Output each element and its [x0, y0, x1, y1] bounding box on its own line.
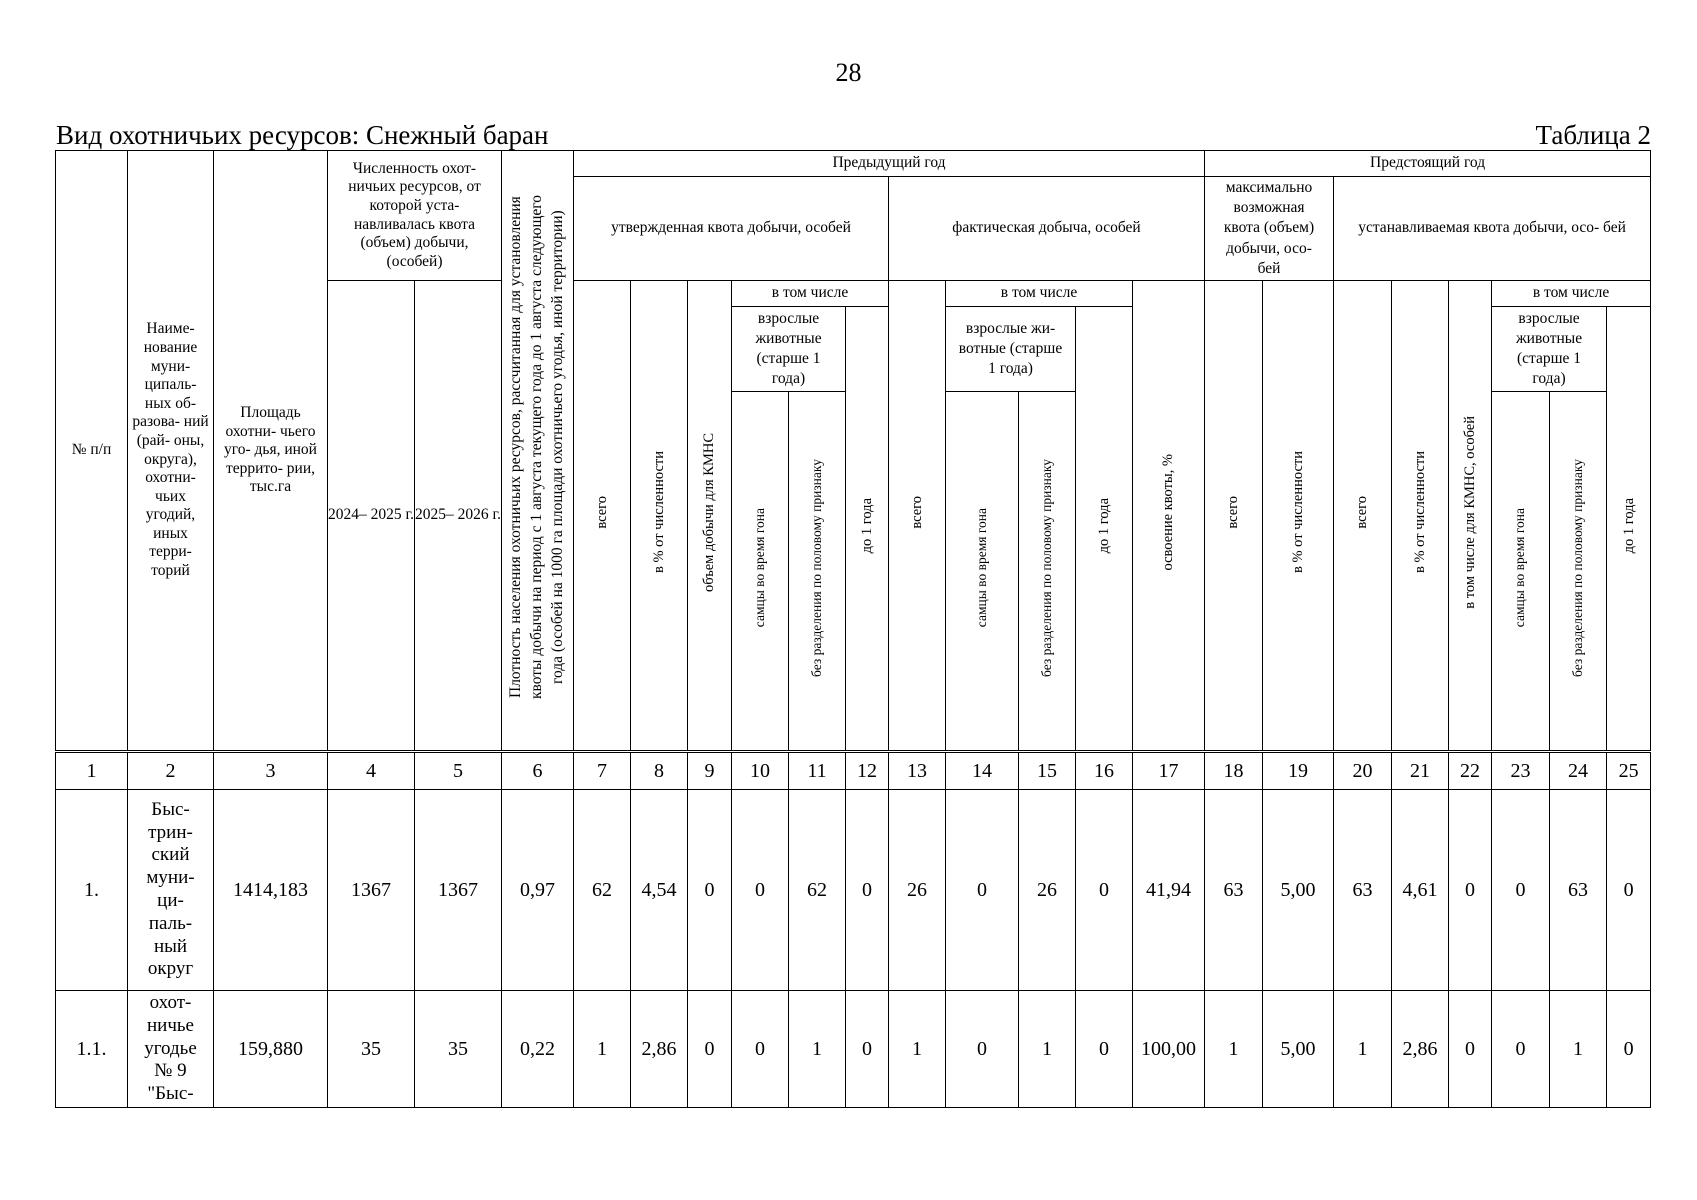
title-row: [56, 120, 1651, 150]
header-next-year: Предстоящий год: [1205, 151, 1651, 177]
header-under1-set: [1607, 307, 1651, 752]
cell-set-kmns: 0: [1449, 991, 1492, 1108]
header-kmns-set: [1449, 281, 1492, 752]
header-adults-2: взрослые жи- вотные (старше 1 года): [946, 307, 1076, 392]
column-number: 11: [789, 752, 846, 790]
cell-density: 0,97: [502, 790, 574, 991]
pct-max-text: в % от численности: [1289, 451, 1306, 574]
header-under1-actual: [1076, 307, 1133, 752]
header-males-actual: [946, 392, 1019, 752]
cell-number: 1.: [56, 790, 128, 991]
total-max-text: всего: [1225, 496, 1242, 529]
density-line-1: Плотность населения охотничьих ресурсов, рассчитанная для установления: [507, 196, 525, 699]
column-number: 12: [846, 752, 889, 790]
cell-approved-nosex: 62: [789, 790, 846, 991]
cell-max-total: 63: [1205, 790, 1263, 991]
header-total-max: [1205, 281, 1263, 752]
header-adults-3: взрослые животные (старше 1 года): [1492, 307, 1607, 392]
header-under1-approved: [846, 307, 889, 752]
cell-approved-under1: 0: [846, 790, 889, 991]
cell-number: 1.1.: [56, 991, 128, 1108]
under1-actual-text: до 1 года: [1095, 497, 1112, 554]
cell-max-total: 1: [1205, 991, 1263, 1108]
cell-approved-nosex: 1: [789, 991, 846, 1108]
cell-area: 1414,183: [214, 790, 328, 991]
cell-actual-nosex: 26: [1019, 790, 1076, 991]
header-including-2: в том числе: [946, 281, 1133, 307]
cell-set-males: 0: [1492, 991, 1550, 1108]
table-row: [56, 991, 1651, 1108]
column-number: 3: [214, 752, 328, 790]
cell-set-nosex: 1: [1550, 991, 1607, 1108]
cell-pop-2025: 1367: [415, 790, 502, 991]
cell-kmns-volume: 0: [688, 991, 732, 1108]
header-nosex-actual: [1019, 392, 1076, 752]
header-nosex-approved: [789, 392, 846, 752]
cell-pop-2024: 1367: [328, 790, 415, 991]
cell-max-pct: 5,00: [1263, 991, 1334, 1108]
header-total-approved: [574, 281, 631, 752]
cell-density: 0,22: [502, 991, 574, 1108]
header-pct-approved: [631, 281, 688, 752]
cell-utilization: 100,00: [1133, 991, 1205, 1108]
cell-approved-total: 1: [574, 991, 631, 1108]
utilization-text: освоение квоты, %: [1160, 454, 1177, 571]
density-line-2: квоты добычи на период с 1 августа текущего года до 1 августа следующего: [528, 195, 546, 700]
header-pct-max: [1263, 281, 1334, 752]
cell-approved-males: 0: [732, 790, 789, 991]
column-number: 25: [1607, 752, 1651, 790]
column-number: 10: [732, 752, 789, 790]
cell-approved-total: 62: [574, 790, 631, 991]
pct-approved-text: в % от численности: [650, 451, 667, 574]
header-kmns-volume: [688, 281, 732, 752]
column-number: 18: [1205, 752, 1263, 790]
cell-actual-males: 0: [946, 991, 1019, 1108]
cell-actual-under1: 0: [1076, 991, 1133, 1108]
column-number: 7: [574, 752, 631, 790]
header-nosex-set: [1550, 392, 1607, 752]
header-males-set: [1492, 392, 1550, 752]
cell-actual-total: 1: [889, 991, 946, 1108]
column-number: 14: [946, 752, 1019, 790]
header-set-quota: устанавливаемая квота добычи, осо- бей: [1334, 177, 1651, 281]
cell-approved-pct: 2,86: [631, 991, 688, 1108]
column-number: 9: [688, 752, 732, 790]
column-number: 19: [1263, 752, 1334, 790]
cell-municipality: Быс- трин- ский муни- ци- паль- ный округ: [128, 790, 214, 991]
header-density-text: [506, 195, 569, 699]
column-number: 23: [1492, 752, 1550, 790]
cell-set-under1: 0: [1607, 790, 1651, 991]
cell-actual-under1: 0: [1076, 790, 1133, 991]
table-row: [56, 790, 1651, 991]
header-adults-1: взрослые животные (старше 1 года): [732, 307, 846, 392]
column-number: 4: [328, 752, 415, 790]
column-number: 6: [502, 752, 574, 790]
header-approved-quota: утвержденная квота добычи, особей: [574, 177, 889, 281]
header-utilization: [1133, 281, 1205, 752]
kmns-volume-text: объем добычи для КМНС: [701, 432, 718, 592]
cell-actual-nosex: 1: [1019, 991, 1076, 1108]
cell-utilization: 41,94: [1133, 790, 1205, 991]
header-density: [502, 151, 574, 752]
cell-set-total: 1: [1334, 991, 1392, 1108]
kmns-set-text: в том числе для КМНС, особей: [1461, 416, 1478, 609]
table-label: Таблица 2: [1535, 120, 1651, 150]
under1-approved-text: до 1 года: [858, 497, 875, 554]
column-number: 16: [1076, 752, 1133, 790]
males-approved-text: самцы во время гона: [751, 508, 767, 628]
column-number: 22: [1449, 752, 1492, 790]
nosex-actual-text: без разделения по половому признаку: [1038, 458, 1054, 677]
document-title: Вид охотничьих ресурсов: Снежный баран: [56, 120, 549, 150]
column-number: 24: [1550, 752, 1607, 790]
cell-set-pct: 4,61: [1392, 790, 1449, 991]
header-pct-set: [1392, 281, 1449, 752]
cell-municipality: охот- ничье угодье № 9 "Быс-: [128, 991, 214, 1108]
header-total-actual: [889, 281, 946, 752]
header-area: Площадь охотни- чьего уго- дья, иной террито- рии, тыс.га: [214, 151, 328, 752]
males-actual-text: самцы во время гона: [973, 508, 989, 628]
cell-set-kmns: 0: [1449, 790, 1492, 991]
cell-approved-males: 0: [732, 991, 789, 1108]
header-max-quota: максимально возможная квота (объем) добычи, осо- бей: [1205, 177, 1334, 281]
header-total-set: [1334, 281, 1392, 752]
total-set-text: всего: [1354, 496, 1371, 529]
column-number: 2: [128, 752, 214, 790]
cell-pop-2025: 35: [415, 991, 502, 1108]
males-set-text: самцы во время гона: [1512, 508, 1528, 628]
cell-approved-under1: 0: [846, 991, 889, 1108]
cell-area: 159,880: [214, 991, 328, 1108]
cell-set-total: 63: [1334, 790, 1392, 991]
column-number: 21: [1392, 752, 1449, 790]
pct-set-text: в % от численности: [1411, 451, 1428, 574]
column-number: 5: [415, 752, 502, 790]
page-number: 28: [835, 58, 862, 87]
cell-set-pct: 2,86: [1392, 991, 1449, 1108]
header-number: № п/п: [56, 151, 128, 752]
header-including-3: в том числе: [1492, 281, 1651, 307]
header-year-2025: 2025– 2026 г.: [415, 281, 502, 752]
header-municipality: Наиме- нование муни- ципаль- ных об- разова- ний (рай- оны, округа), охотни- чьих угодий, иных терри- торий: [128, 151, 214, 752]
header-year-2024: 2024– 2025 г.: [328, 281, 415, 752]
column-number: 17: [1133, 752, 1205, 790]
column-number: 20: [1334, 752, 1392, 790]
column-number: 8: [631, 752, 688, 790]
cell-set-under1: 0: [1607, 991, 1651, 1108]
cell-kmns-volume: 0: [688, 790, 732, 991]
cell-max-pct: 5,00: [1263, 790, 1334, 991]
total-approved-text: всего: [593, 496, 610, 529]
column-number: 13: [889, 752, 946, 790]
cell-approved-pct: 4,54: [631, 790, 688, 991]
total-actual-text: всего: [908, 496, 925, 529]
cell-set-males: 0: [1492, 790, 1550, 991]
cell-actual-total: 26: [889, 790, 946, 991]
column-number: 15: [1019, 752, 1076, 790]
density-line-3: года (особей на 1000 га площади охотничьего угодья, иной территории): [548, 210, 566, 685]
nosex-approved-text: без разделения по половому признаку: [808, 458, 824, 677]
cell-pop-2024: 35: [328, 991, 415, 1108]
nosex-set-text: без разделения по половому признаку: [1569, 458, 1585, 677]
cell-actual-males: 0: [946, 790, 1019, 991]
header-actual-harvest: фактическая добыча, особей: [889, 177, 1205, 281]
column-number-row: [56, 752, 1651, 790]
header-previous-year: Предыдущий год: [574, 151, 1205, 177]
cell-set-nosex: 63: [1550, 790, 1607, 991]
under1-set-text: до 1 года: [1620, 497, 1637, 554]
header-including-1: в том числе: [732, 281, 889, 307]
header-population: Численность охот- ничьих ресурсов, от которой уста- навливалась квота (объем) добычи, (особей): [328, 151, 502, 281]
header-males-approved: [732, 392, 789, 752]
quota-table: [55, 150, 1651, 1108]
column-number: 1: [56, 752, 128, 790]
